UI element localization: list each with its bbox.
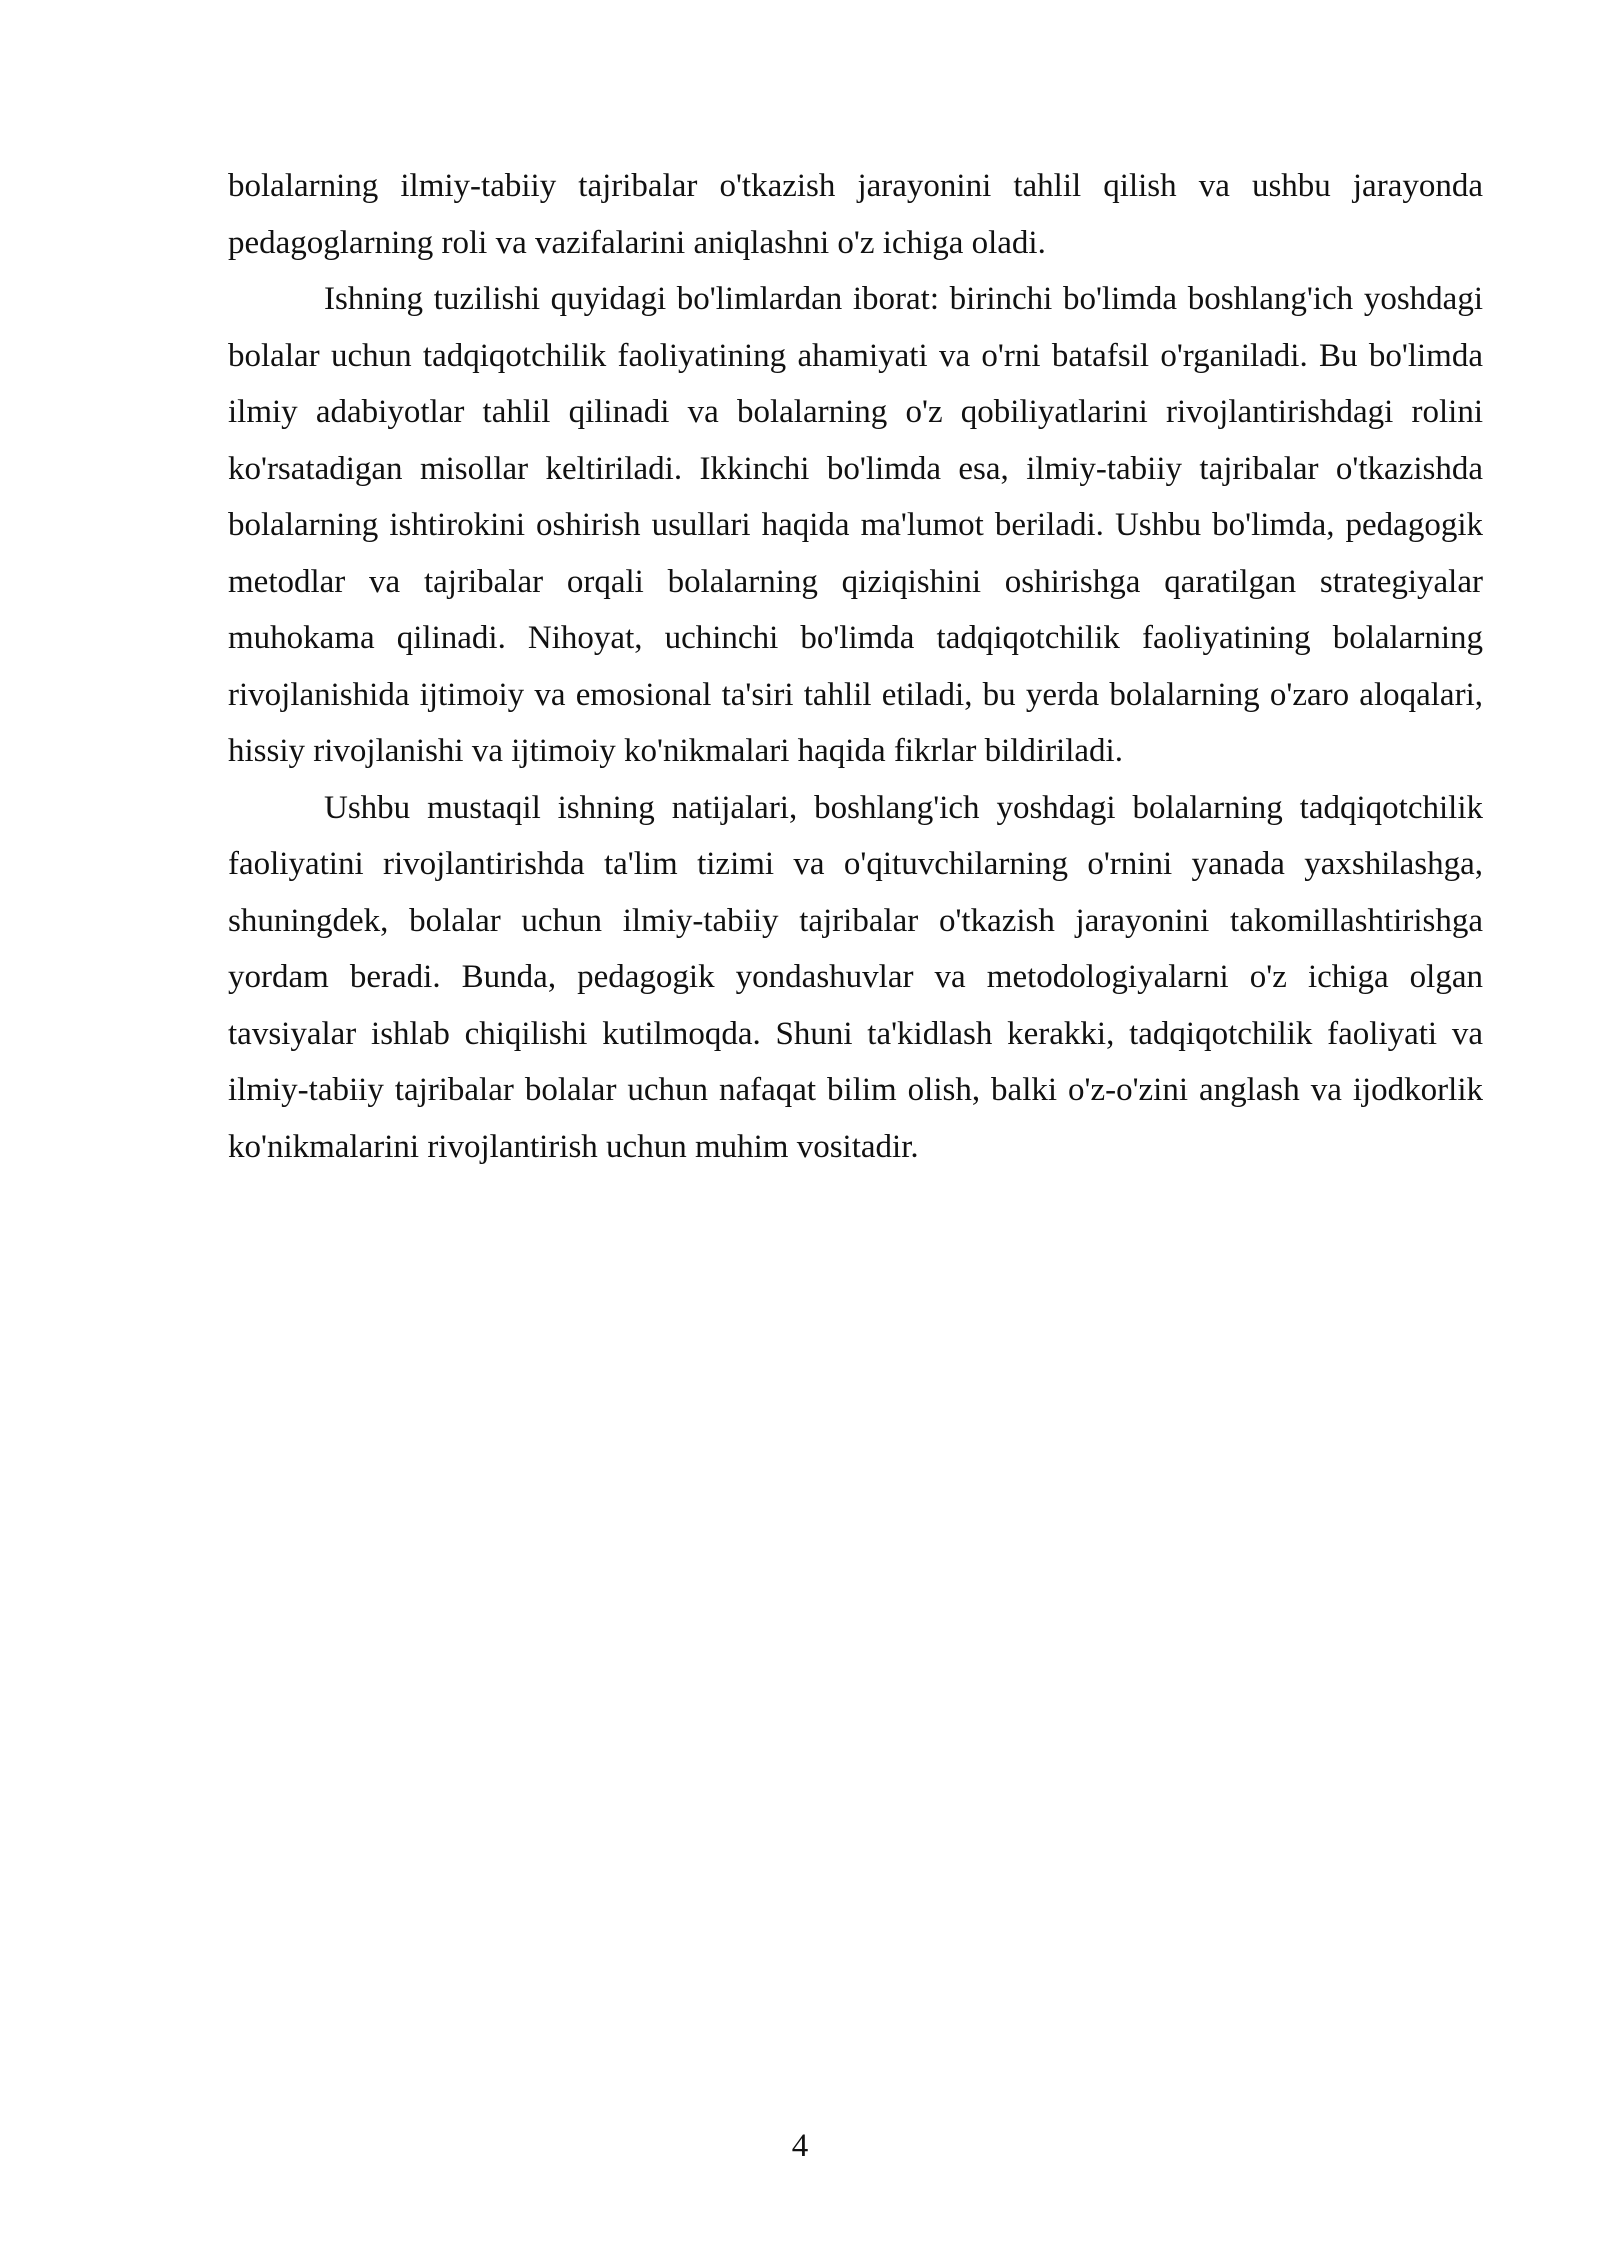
paragraph-results: Ushbu mustaqil ishning natijalari, boshlang'ich yoshdagi bolalarning tadqiqotchilik faoliyatini rivojlantirishda ta'lim tizimi va o'qituvchilarning o'rnini yanada yaxshilashga, shuningdek, bolalar uchun ilmiy-tabiiy tajribalar o'tkazish jarayonini takomillashtirishga yordam beradi. Bunda, pedagogik yondashuvlar va metodologiyalarni o'z ichiga olgan tavsiyalar ishlab chiqilishi kutilmoqda. Shuni ta'kidlash kerakki, tadqiqotchilik faoliyati va ilmiy-tabiiy tajribalar bolalar uchun nafaqat bilim olish, balki o'z-o'zini anglash va ijodkorlik ko'nikmalarini rivojlantirish uchun muhim vositadir. [228, 789, 1483, 1165]
paragraph-structure: Ishning tuzilishi quyidagi bo'limlardan iborat: birinchi bo'limda boshlang'ich yoshdagi bolalar uchun tadqiqotchilik faoliyatining ahamiyati va o'rni batafsil o'rganiladi. Bu bo'limda ilmiy adabiyotlar tahlil qilinadi va bolalarning o'z qobiliyatlarini rivojlantirishdagi rolini ko'rsatadigan misollar keltiriladi. Ikkinchi bo'limda esa, ilmiy-tabiiy tajribalar o'tkazishda bolalarning ishtirokini oshirish usullari haqida ma'lumot beriladi. Ushbu bo'limda, pedagogik metodlar va tajribalar orqali bolalarning qiziqishini oshirishga qaratilgan strategiyalar muhokama qilinadi. Nihoyat, uchinchi bo'limda tadqiqotchilik faoliyatining bolalarning rivojlanishida ijtimoiy va emosional ta'siri tahlil etiladi, bu yerda bolalarning o'zaro aloqalari, hissiy rivojlanishi va ijtimoiy ko'nikmalari haqida fikrlar bildiriladi. [228, 281, 1483, 769]
body-text [228, 158, 1483, 1175]
page-number: 4 [791, 2128, 809, 2164]
paragraph-continuation: bolalarning ilmiy-tabiiy tajribalar o'tkazish jarayonini tahlil qilish va ushbu jarayonda pedagoglarning roli va vazifalarini aniqlashni o'z ichiga oladi. [228, 168, 1483, 261]
